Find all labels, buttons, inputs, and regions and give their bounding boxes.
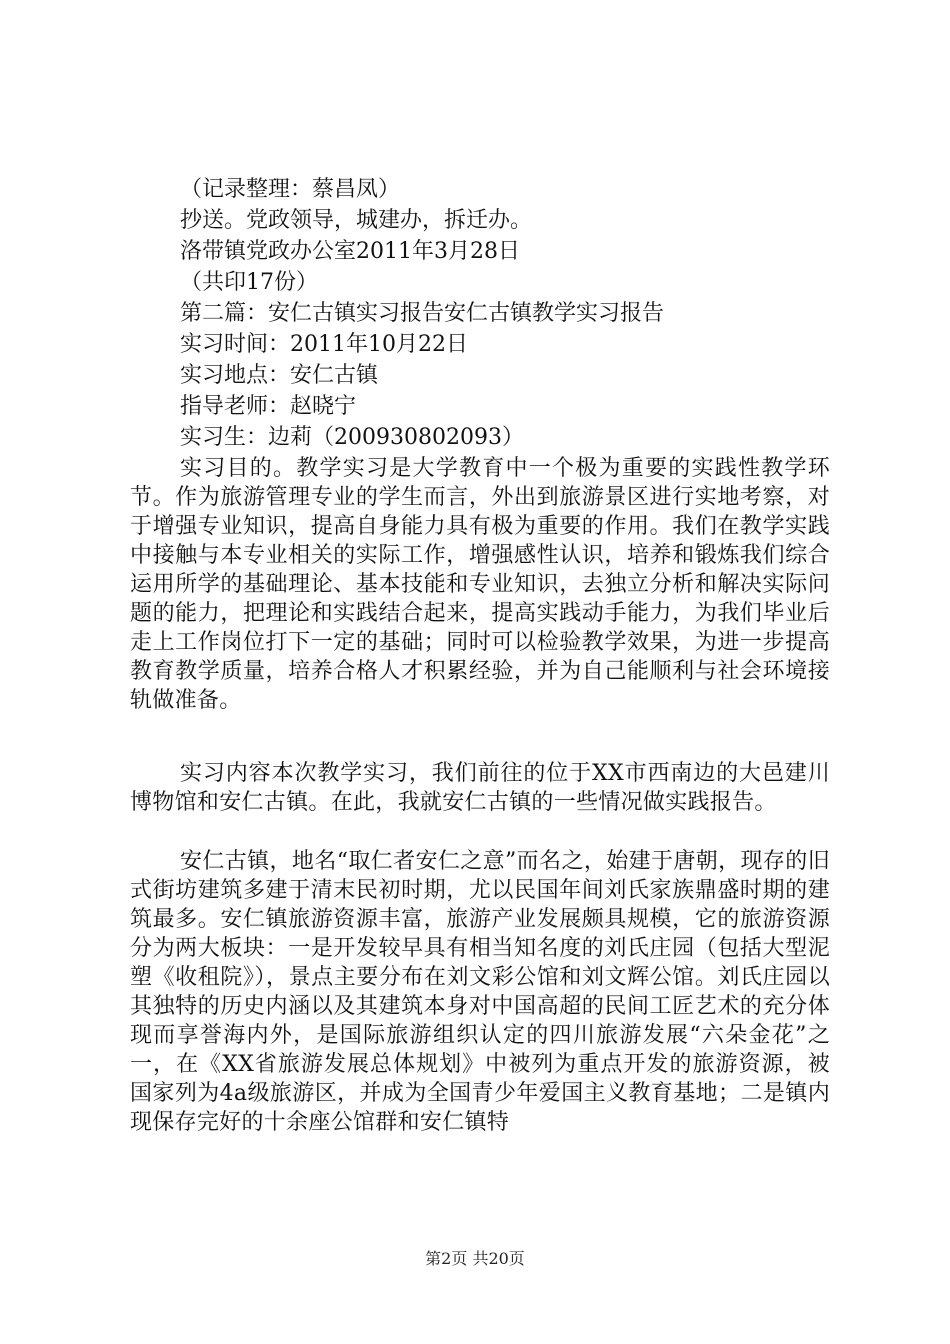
office-date-line: 洛带镇党政办公室2011年3月28日 [180,239,520,264]
copies-line: （共印17份） [180,270,318,295]
record-note-line: （记录整理：蔡昌凤） [180,177,401,202]
advisor-line: 指导老师：赵晓宁 [180,394,357,419]
cc-line: 抄送。党政领导，城建办，拆迁办。 [180,208,533,233]
page-footer: 第2页 共20页 [425,1249,525,1268]
purpose-paragraph: 实习目的。教学实习是大学教育中一个极为重要的实践性教学环节。作为旅游管理专业的学生而言，外出到旅游景区进行实地考察，对于增强专业知识，提高自身能力具有极为重要的作用。我们在教学实践中接触与本专业相关的实际工作，增强感性认识，培养和锻炼我们综合运用所学的基础理论、基本技能和专业知识，去独立分析和解决实际问题的能力，把理论和实践结合起来，提高实践动手能力，为我们毕业后走上工作岗位打下一定的基础；同时可以检验教学效果，为进一步提高教育教学质量，培养合格人才积累经验，并为自己能顺利与社会环境接轨做准备。 [130,456,830,713]
content-paragraph: 实习内容本次教学实习，我们前往的位于XX市西南边的大邑建川博物馆和安仁古镇。在此，我就安仁古镇的一些情况做实践报告。 [130,761,830,815]
student-line: 实习生：边莉（200930802093） [180,425,524,450]
internship-place-line: 实习地点：安仁古镇 [180,363,379,388]
anren-town-paragraph: 安仁古镇，地名“取仁者安仁之意”而名之，始建于唐朝，现存的旧式街坊建筑多建于清末民初时期，尤以民国年间刘氏家族鼎盛时期的建筑最多。安仁镇旅游资源丰富，旅游产业发展颇具规模，它的旅游资源分为两大板块：一是开发较早具有相当知名度的刘氏庄园（包括大型泥塑《收租院》），景点主要分布在刘文彩公馆和刘文辉公馆。刘氏庄园以其独特的历史内涵以及其建筑本身对中国高超的民间工匠艺术的充分体现而享誉海内外，是国际旅游组织认定的四川旅游发展“六朵金花”之一，在《XX省旅游发展总体规划》中被列为重点开发的旅游资源，被国家列为4a级旅游区，并成为全国青少年爱国主义教育基地；二是镇内现保存完好的十余座公馆群和安仁镇特 [130,849,830,1135]
internship-time-line: 实习时间：2011年10月22日 [180,332,468,357]
section-title: 第二篇：安仁古镇实习报告安仁古镇教学实习报告 [180,301,665,326]
